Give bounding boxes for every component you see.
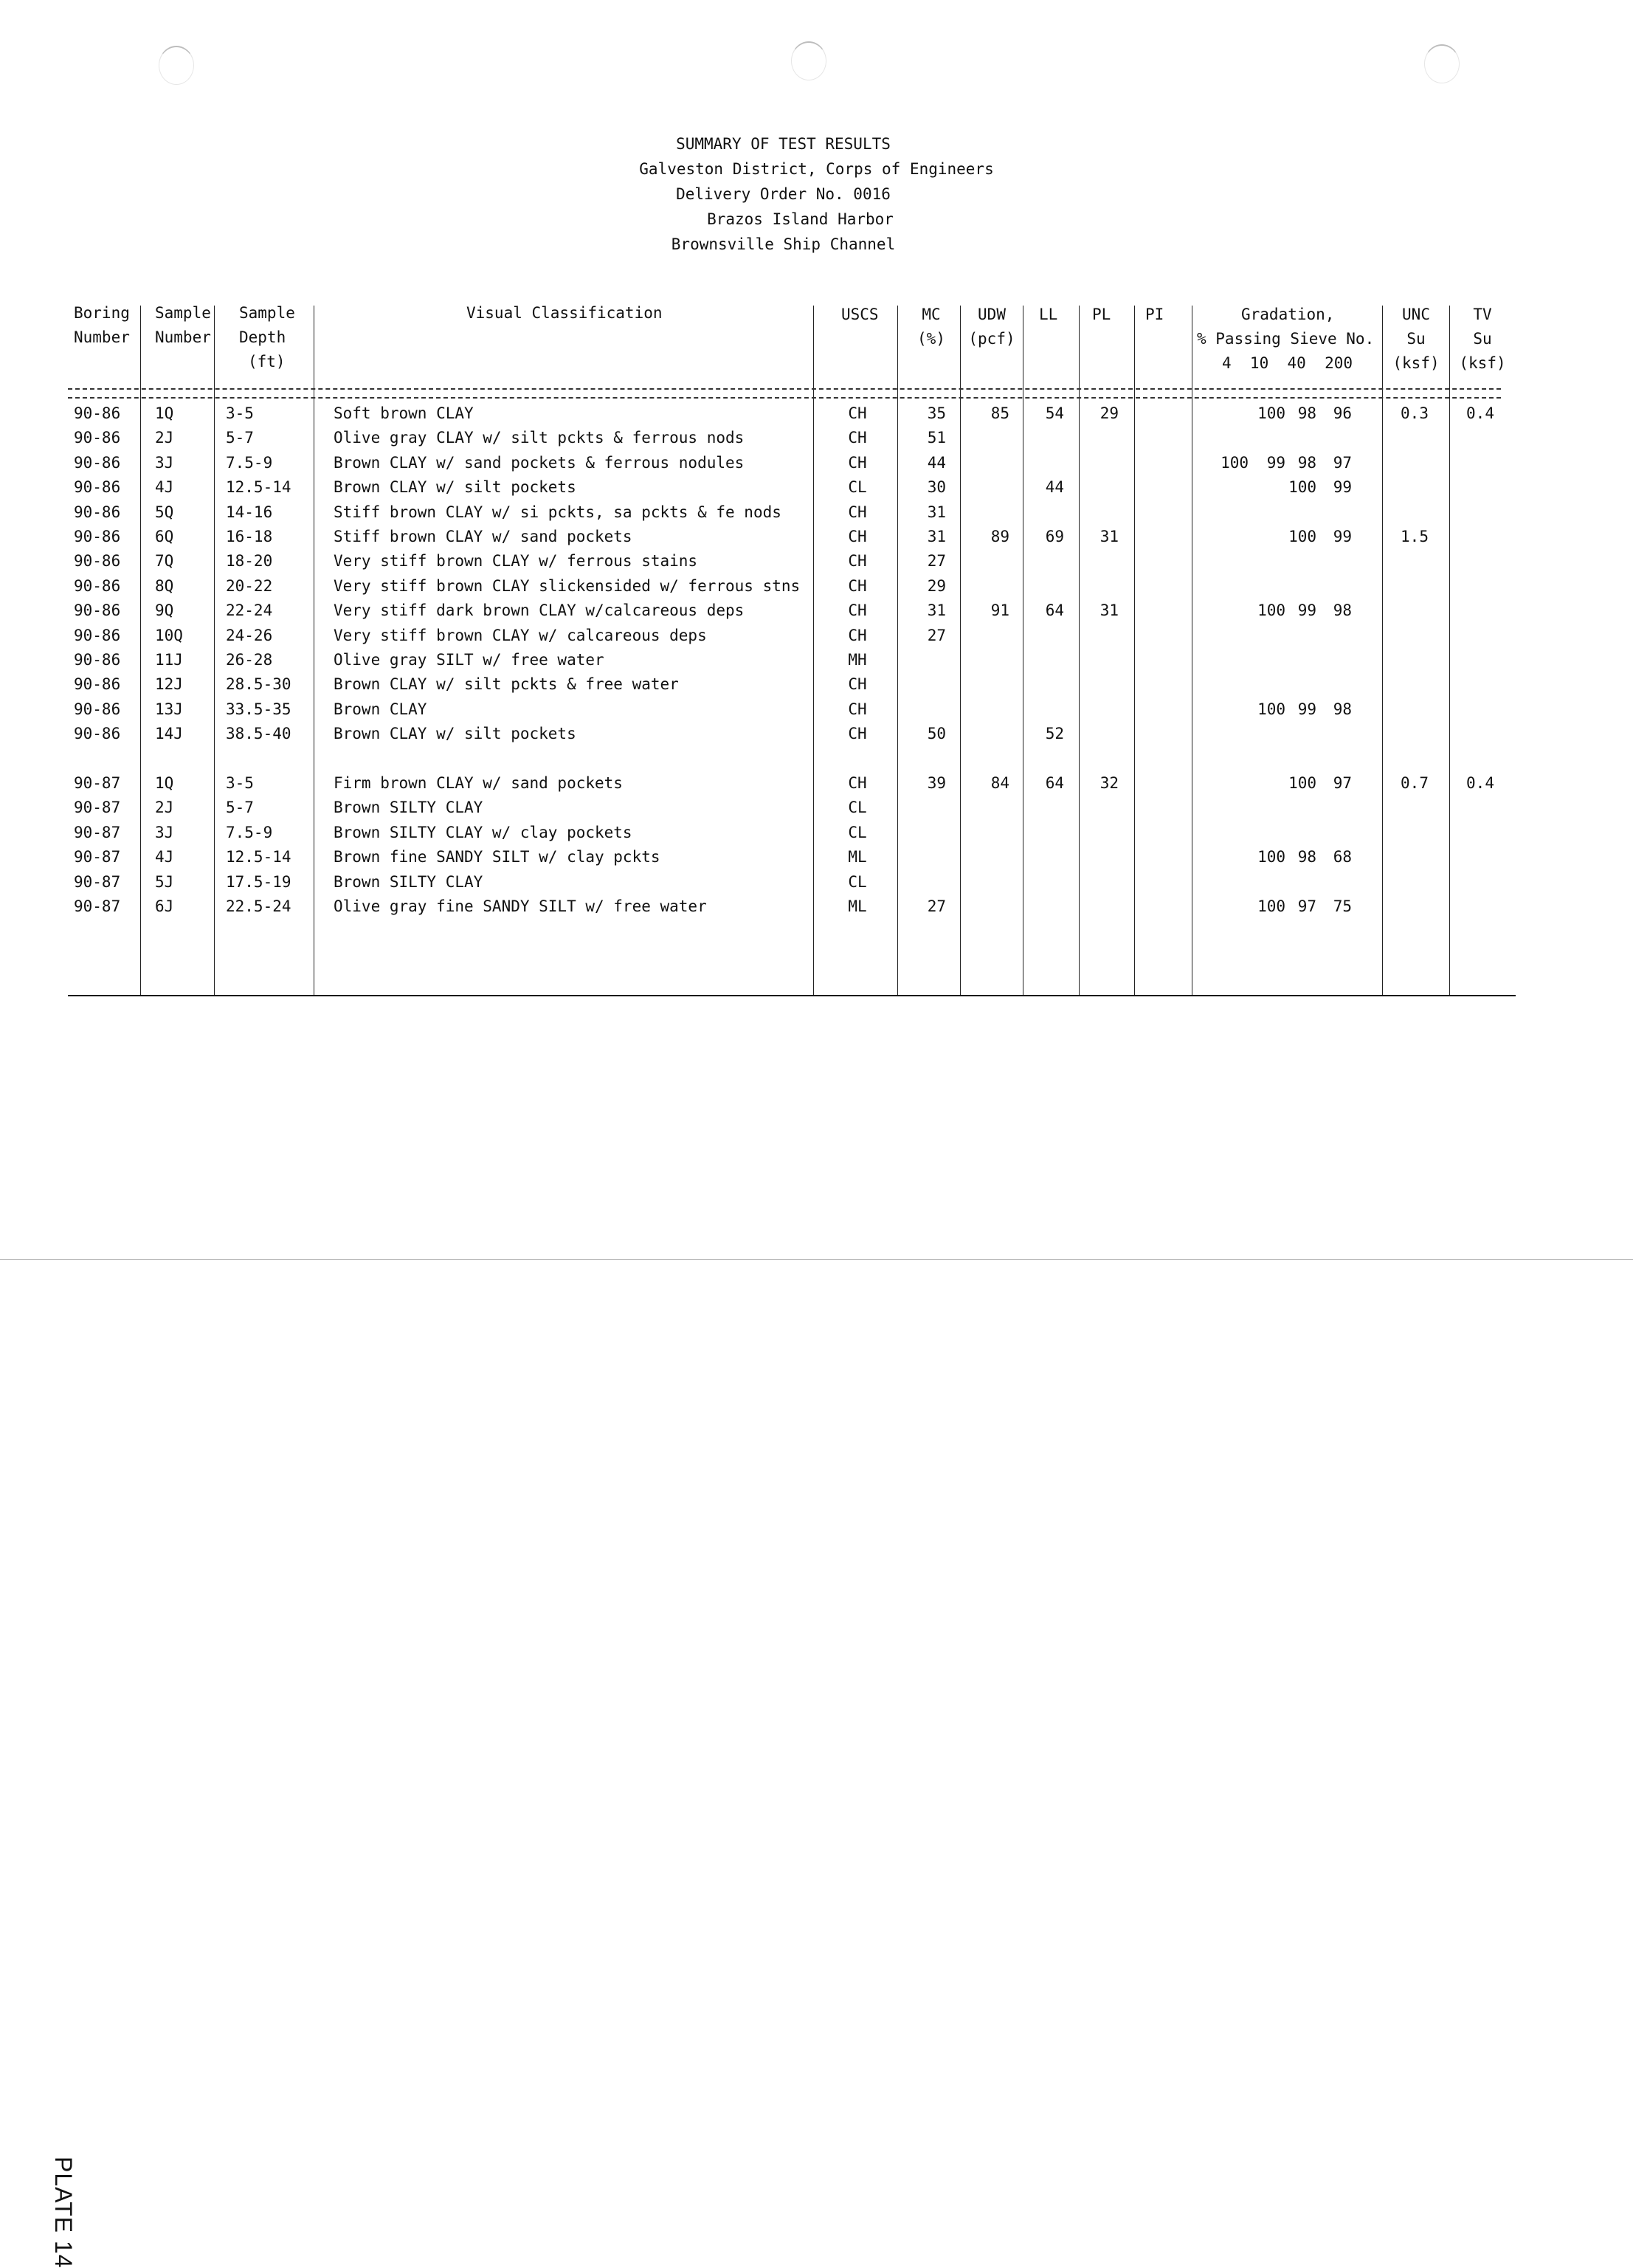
header-pl: PL: [1092, 306, 1111, 323]
cell-uscs: CL: [848, 872, 867, 891]
cell-visual: Firm brown CLAY w/ sand pockets: [334, 774, 623, 792]
cell-boring: 90-86: [74, 478, 121, 497]
cell-sample: 11J: [155, 651, 183, 669]
page-bottom-edge: [0, 1259, 1633, 1260]
header-boring-line1: Boring: [74, 304, 130, 322]
cell-boring: 90-86: [74, 725, 121, 743]
cell-visual: Olive gray SILT w/ free water: [334, 651, 604, 669]
cell-g40: 99: [1297, 602, 1316, 620]
header-depth-line3: (ft): [248, 353, 286, 370]
table-row: [68, 722, 1517, 746]
plate-label: PLATE 14: [50, 2157, 77, 2268]
cell-visual: Brown CLAY w/ silt pckts & free water: [334, 675, 679, 694]
cell-depth: 26-28: [226, 651, 273, 669]
table-row: [68, 796, 1517, 820]
test-results-table: [68, 301, 1517, 996]
table-row: [68, 895, 1517, 919]
cell-depth: 22-24: [226, 602, 273, 620]
cell-mc: 50: [927, 725, 946, 743]
header-depth-line2: Depth: [239, 328, 286, 346]
cell-depth: 12.5-14: [226, 478, 291, 497]
cell-sample: 7Q: [155, 552, 174, 571]
cell-g200: 97: [1333, 453, 1352, 472]
cell-uscs: CL: [848, 478, 867, 497]
cell-visual: Soft brown CLAY: [334, 404, 474, 422]
cell-visual: Brown SILTY CLAY w/ clay pockets: [334, 823, 632, 841]
cell-g10: 99: [1266, 453, 1285, 472]
table-row: [68, 845, 1517, 869]
cell-g40: 100: [1288, 478, 1316, 497]
cell-visual: Brown SILTY CLAY: [334, 799, 483, 817]
cell-depth: 24-26: [226, 626, 273, 644]
cell-boring: 90-87: [74, 872, 121, 891]
table-row: [68, 648, 1517, 672]
cell-depth: 5-7: [226, 799, 254, 817]
cell-boring: 90-87: [74, 774, 121, 792]
cell-mc: 31: [927, 503, 946, 521]
cell-tv: 0.4: [1466, 774, 1494, 792]
cell-g40: 98: [1297, 453, 1316, 472]
cell-depth: 28.5-30: [226, 675, 291, 694]
cell-ll: 69: [1045, 528, 1064, 545]
cell-g200: 75: [1333, 897, 1352, 915]
cell-g10: 100: [1257, 700, 1285, 718]
cell-boring: 90-86: [74, 453, 121, 472]
cell-mc: 27: [927, 897, 946, 915]
cell-sample: 2J: [155, 429, 174, 447]
cell-g200: 99: [1333, 478, 1352, 497]
header-mc-line1: MC: [922, 306, 941, 323]
cell-boring: 90-86: [74, 700, 121, 718]
cell-boring: 90-86: [74, 626, 121, 644]
cell-uscs: ML: [848, 848, 867, 866]
header-pi: PI: [1145, 306, 1164, 323]
cell-mc: 27: [927, 552, 946, 571]
title-line-4: Brazos Island Harbor: [707, 210, 894, 228]
cell-boring: 90-87: [74, 848, 121, 866]
cell-uscs: CH: [848, 725, 867, 743]
cell-uscs: CH: [848, 576, 867, 595]
cell-visual: Very stiff brown CLAY slickensided w/ ferrous stns: [334, 576, 801, 595]
cell-uscs: CL: [848, 823, 867, 841]
header-mc: [902, 303, 961, 351]
cell-mc: 29: [927, 576, 946, 595]
header-udw: [962, 303, 1021, 351]
cell-uscs: CH: [848, 429, 867, 447]
cell-uscs: CH: [848, 552, 867, 571]
cell-g40: 100: [1288, 528, 1316, 545]
cell-depth: 14-16: [226, 503, 273, 521]
table-row: [68, 697, 1517, 722]
table-row: [68, 624, 1517, 648]
cell-sample: 13J: [155, 700, 183, 718]
cell-udw: 84: [990, 774, 1009, 792]
cell-depth: 5-7: [226, 429, 254, 447]
cell-boring: 90-86: [74, 552, 121, 571]
cell-unc: 1.5: [1401, 528, 1429, 545]
cell-sample: 1Q: [155, 404, 174, 422]
cell-udw: 91: [990, 602, 1009, 620]
cell-boring: 90-86: [74, 503, 121, 521]
cell-sample: 5J: [155, 872, 174, 891]
cell-depth: 7.5-9: [226, 823, 273, 841]
cell-pl: 29: [1099, 404, 1119, 422]
cell-visual: Brown fine SANDY SILT w/ clay pckts: [334, 848, 660, 866]
table-row: [68, 599, 1517, 623]
cell-boring: 90-87: [74, 799, 121, 817]
header-unc-line2: Su: [1406, 330, 1426, 348]
table-row: [68, 475, 1517, 500]
header-uscs: USCS: [841, 306, 879, 323]
table-row: [68, 525, 1517, 549]
cell-visual: Stiff brown CLAY w/ si pckts, sa pckts & fe nods: [334, 503, 781, 521]
header-mc-line2: (%): [917, 330, 945, 348]
header-tv: [1451, 303, 1514, 376]
title-line-1: SUMMARY OF TEST RESULTS: [676, 135, 891, 153]
cell-visual: Brown CLAY w/ sand pockets & ferrous nodules: [334, 453, 745, 472]
title-line-3: Delivery Order No. 0016: [676, 185, 891, 203]
table-row: [68, 870, 1517, 895]
cell-uscs: CH: [848, 626, 867, 644]
cell-depth: 12.5-14: [226, 848, 291, 866]
cell-sample: 10Q: [155, 626, 183, 644]
punch-hole-right: [1424, 44, 1460, 83]
cell-boring: 90-86: [74, 404, 121, 422]
cell-mc: 31: [927, 528, 946, 545]
header-sample-number: [155, 301, 211, 350]
cell-depth: 16-18: [226, 528, 273, 545]
table-row: [68, 549, 1517, 573]
cell-depth: 17.5-19: [226, 872, 291, 891]
cell-boring: 90-86: [74, 675, 121, 694]
cell-ll: 44: [1045, 478, 1064, 497]
header-gradation-line1: Gradation,: [1241, 306, 1335, 323]
cell-visual: Olive gray CLAY w/ silt pckts & ferrous nods: [334, 429, 745, 447]
cell-g40: 99: [1297, 700, 1316, 718]
cell-uscs: CH: [848, 700, 867, 718]
header-visual-classification: Visual Classification: [466, 304, 663, 322]
header-tv-line3: (ksf): [1459, 354, 1506, 372]
cell-depth: 3-5: [226, 404, 254, 422]
cell-sample: 12J: [155, 675, 183, 694]
cell-depth: 38.5-40: [226, 725, 291, 743]
header-gradation: [1197, 303, 1381, 376]
table-row: [68, 821, 1517, 845]
cell-sample: 6J: [155, 897, 174, 915]
cell-uscs: CH: [848, 602, 867, 620]
header-unc-line3: (ksf): [1392, 354, 1440, 372]
cell-ll: 64: [1045, 774, 1064, 792]
cell-sample: 4J: [155, 848, 174, 866]
cell-sample: 9Q: [155, 602, 174, 620]
cell-mc: 30: [927, 478, 946, 497]
cell-visual: Very stiff brown CLAY w/ calcareous deps: [334, 626, 707, 644]
header-gradation-line2: % Passing Sieve No.: [1197, 330, 1375, 348]
cell-depth: 7.5-9: [226, 453, 273, 472]
table-row: [68, 401, 1517, 426]
cell-boring: 90-86: [74, 576, 121, 595]
cell-g200: 97: [1333, 774, 1352, 792]
cell-sample: 3J: [155, 453, 174, 472]
header-sample-number-line1: Sample: [155, 304, 211, 322]
cell-g10: 100: [1257, 897, 1285, 915]
cell-sample: 1Q: [155, 774, 174, 792]
cell-boring: 90-86: [74, 528, 121, 545]
header-udw-line2: (pcf): [968, 330, 1015, 348]
cell-mc: 31: [927, 602, 946, 620]
cell-g10: 100: [1257, 848, 1285, 866]
cell-g10: 100: [1257, 602, 1285, 620]
title-line-2: Galveston District, Corps of Engineers: [639, 160, 994, 178]
header-gradation-line3: 4 10 40 200: [1222, 354, 1353, 372]
cell-visual: Brown SILTY CLAY: [334, 872, 483, 891]
cell-depth: 3-5: [226, 774, 254, 792]
cell-boring: 90-87: [74, 897, 121, 915]
cell-g200: 96: [1333, 404, 1352, 422]
plate-label-wrap: [50, 1079, 81, 2268]
cell-tv: 0.4: [1466, 404, 1494, 422]
header-double-rule: [68, 388, 1501, 399]
cell-ll: 54: [1045, 404, 1064, 422]
punch-hole-left: [159, 46, 194, 85]
cell-uscs: CH: [848, 528, 867, 545]
cell-boring: 90-87: [74, 823, 121, 841]
header-depth-line1: Sample: [239, 304, 295, 322]
cell-uscs: ML: [848, 897, 867, 915]
cell-uscs: CH: [848, 675, 867, 694]
table-row: [68, 426, 1517, 450]
cell-boring: 90-86: [74, 651, 121, 669]
cell-sample: 5Q: [155, 503, 174, 521]
cell-uscs: MH: [848, 651, 867, 669]
cell-udw: 89: [990, 528, 1009, 545]
cell-boring: 90-86: [74, 602, 121, 620]
header-unc-line1: UNC: [1402, 306, 1430, 323]
cell-sample: 2J: [155, 799, 174, 817]
cell-g10: 100: [1257, 404, 1285, 422]
cell-g40: 98: [1297, 404, 1316, 422]
cell-visual: Brown CLAY: [334, 700, 427, 718]
cell-mc: 35: [927, 404, 946, 422]
table-row: [68, 672, 1517, 697]
table-bottom-rule: [68, 995, 1516, 996]
header-udw-line1: UDW: [978, 306, 1006, 323]
cell-pl: 32: [1099, 774, 1119, 792]
table-row: [68, 500, 1517, 525]
cell-ll: 64: [1045, 602, 1064, 620]
cell-g40: 100: [1288, 774, 1316, 792]
cell-g40: 98: [1297, 848, 1316, 866]
cell-visual: Brown CLAY w/ silt pockets: [334, 478, 576, 497]
cell-g200: 98: [1333, 602, 1352, 620]
cell-sample: 4J: [155, 478, 174, 497]
cell-g4: 100: [1221, 453, 1249, 472]
cell-mc: 44: [927, 453, 946, 472]
cell-sample: 6Q: [155, 528, 174, 545]
header-ll: LL: [1039, 306, 1058, 323]
header-tv-line1: TV: [1473, 306, 1492, 323]
cell-uscs: CH: [848, 503, 867, 521]
cell-ll: 52: [1045, 725, 1064, 743]
cell-g200: 99: [1333, 528, 1352, 545]
cell-visual: Very stiff brown CLAY w/ ferrous stains: [334, 552, 698, 571]
cell-unc: 0.3: [1401, 404, 1429, 422]
cell-sample: 14J: [155, 725, 183, 743]
cell-udw: 85: [990, 404, 1009, 422]
cell-depth: 22.5-24: [226, 897, 291, 915]
cell-sample: 3J: [155, 823, 174, 841]
header-boring-line2: Number: [74, 328, 130, 346]
title-line-5: Brownsville Ship Channel: [671, 235, 896, 253]
table-row: [68, 451, 1517, 475]
cell-depth: 33.5-35: [226, 700, 291, 718]
cell-mc: 51: [927, 429, 946, 447]
cell-mc: 39: [927, 774, 946, 792]
cell-visual: Stiff brown CLAY w/ sand pockets: [334, 528, 632, 545]
cell-g200: 68: [1333, 848, 1352, 866]
cell-visual: Very stiff dark brown CLAY w/calcareous deps: [334, 602, 745, 620]
cell-depth: 18-20: [226, 552, 273, 571]
cell-uscs: CH: [848, 453, 867, 472]
cell-depth: 20-22: [226, 576, 273, 595]
cell-pl: 31: [1099, 528, 1119, 545]
cell-unc: 0.7: [1401, 774, 1429, 792]
table-row: [68, 574, 1517, 599]
header-sample-number-line2: Number: [155, 328, 211, 346]
cell-pl: 31: [1099, 602, 1119, 620]
cell-visual: Brown CLAY w/ silt pockets: [334, 725, 576, 743]
punch-hole-center: [791, 41, 826, 80]
header-unc: [1384, 303, 1448, 376]
cell-uscs: CH: [848, 774, 867, 792]
cell-uscs: CL: [848, 799, 867, 817]
cell-mc: 27: [927, 626, 946, 644]
cell-g40: 97: [1297, 897, 1316, 915]
cell-visual: Olive gray fine SANDY SILT w/ free water: [334, 897, 707, 915]
header-tv-line2: Su: [1473, 330, 1492, 348]
cell-g200: 98: [1333, 700, 1352, 718]
header-sample-depth: [235, 301, 308, 374]
table-row: [68, 771, 1517, 796]
cell-boring: 90-86: [74, 429, 121, 447]
header-boring-number: [74, 301, 130, 350]
cell-uscs: CH: [848, 404, 867, 422]
report-title-block: [0, 131, 1633, 257]
cell-sample: 8Q: [155, 576, 174, 595]
